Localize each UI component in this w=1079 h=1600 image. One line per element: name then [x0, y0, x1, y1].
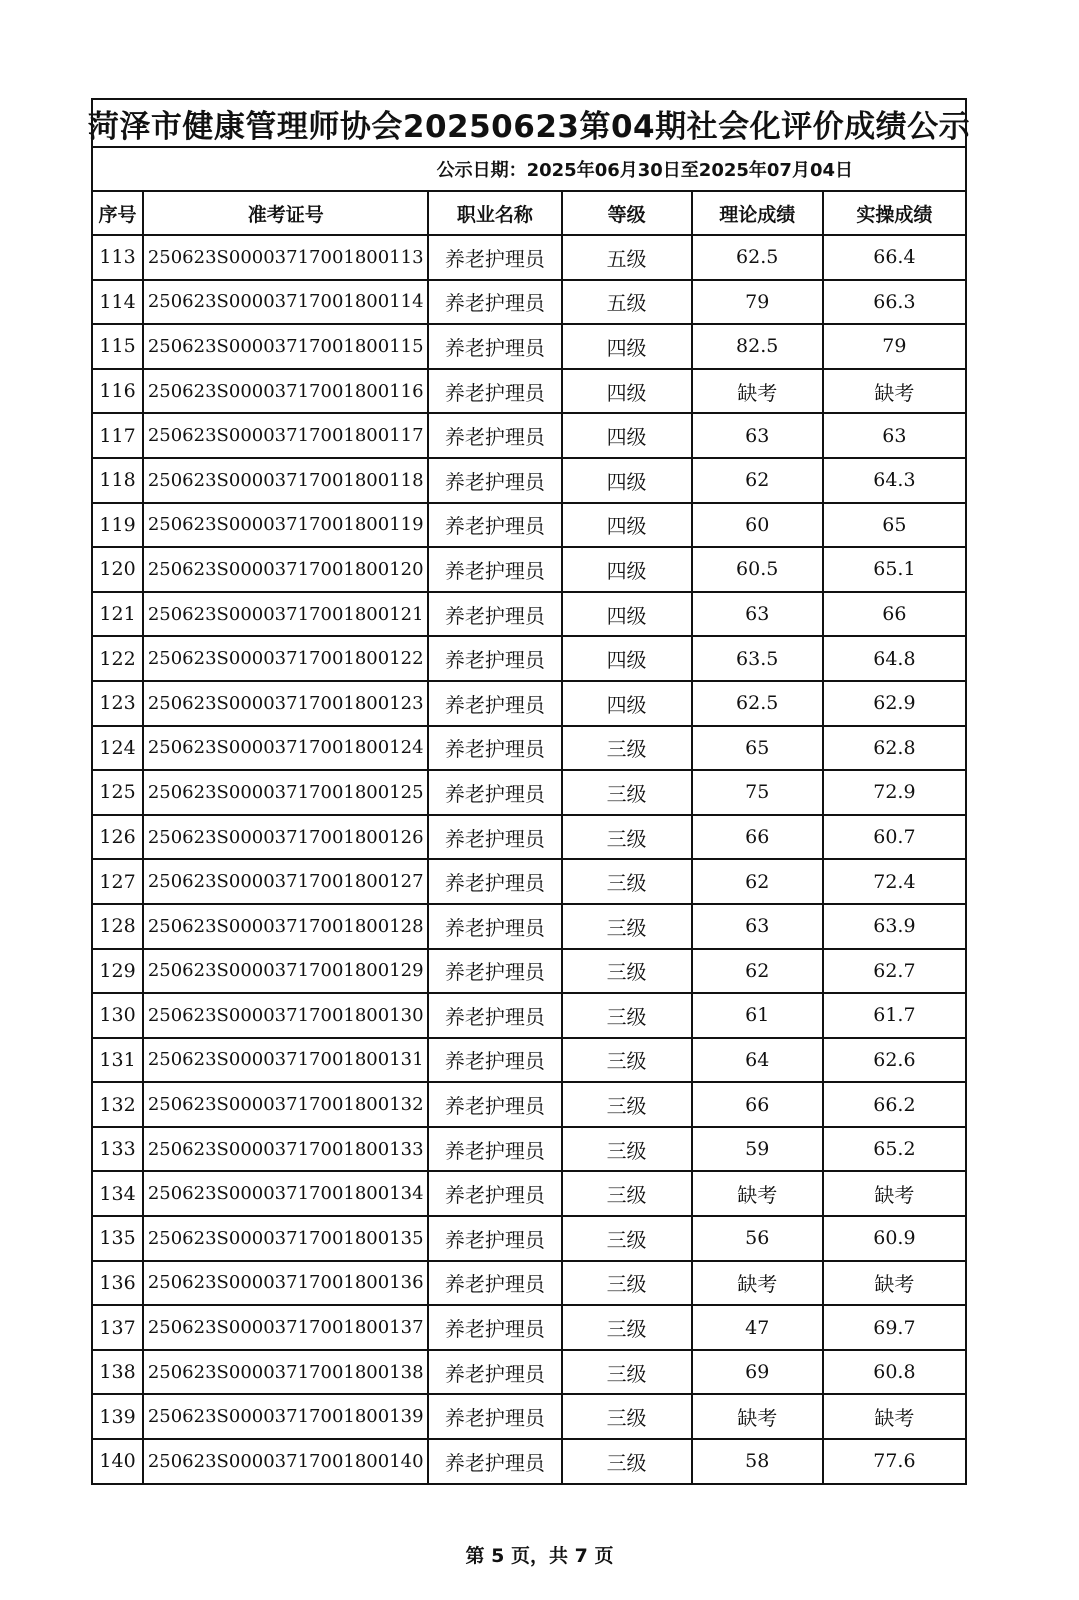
- table-row: [93, 369, 965, 414]
- theory-score: 62: [692, 859, 823, 904]
- table-row: [93, 1261, 965, 1306]
- row-index: 139: [93, 1394, 143, 1439]
- level: 三级: [562, 1127, 692, 1172]
- practical-score: 62.8: [823, 726, 965, 771]
- occupation: 养老护理员: [428, 1171, 561, 1216]
- table-row: [93, 904, 965, 949]
- theory-score: 56: [692, 1216, 823, 1261]
- theory-score: 61: [692, 993, 823, 1038]
- row-index: 116: [93, 369, 143, 414]
- header-level: 等级: [562, 192, 692, 235]
- row-index: 113: [93, 235, 143, 280]
- row-index: 134: [93, 1171, 143, 1216]
- occupation: 养老护理员: [428, 413, 561, 458]
- level: 三级: [562, 1305, 692, 1350]
- level: 三级: [562, 815, 692, 860]
- exam-id: 250623S00003717001800116: [143, 369, 428, 414]
- theory-score: 缺考: [692, 1171, 823, 1216]
- theory-score: 60: [692, 503, 823, 548]
- table-row: [93, 413, 965, 458]
- exam-id: 250623S00003717001800134: [143, 1171, 428, 1216]
- practical-score: 缺考: [823, 1394, 965, 1439]
- table-row: [93, 458, 965, 503]
- table-row: [93, 1439, 965, 1483]
- occupation: 养老护理员: [428, 1127, 561, 1172]
- occupation: 养老护理员: [428, 681, 561, 726]
- exam-id: 250623S00003717001800115: [143, 324, 428, 369]
- table-row: [93, 235, 965, 280]
- table-row: [93, 636, 965, 681]
- practical-score: 69.7: [823, 1305, 965, 1350]
- exam-id: 250623S00003717001800136: [143, 1261, 428, 1306]
- table-row: [93, 1305, 965, 1350]
- exam-id: 250623S00003717001800122: [143, 636, 428, 681]
- occupation: 养老护理员: [428, 859, 561, 904]
- row-index: 138: [93, 1350, 143, 1395]
- level: 三级: [562, 949, 692, 994]
- level: 三级: [562, 1439, 692, 1483]
- occupation: 养老护理员: [428, 1216, 561, 1261]
- theory-score: 66: [692, 1082, 823, 1127]
- exam-id: 250623S00003717001800140: [143, 1439, 428, 1483]
- occupation: 养老护理员: [428, 235, 561, 280]
- row-index: 125: [93, 770, 143, 815]
- exam-id: 250623S00003717001800121: [143, 592, 428, 637]
- table-row: [93, 592, 965, 637]
- theory-score: 75: [692, 770, 823, 815]
- exam-id: 250623S00003717001800125: [143, 770, 428, 815]
- occupation: 养老护理员: [428, 1439, 561, 1483]
- occupation: 养老护理员: [428, 458, 561, 503]
- level: 三级: [562, 859, 692, 904]
- exam-id: 250623S00003717001800135: [143, 1216, 428, 1261]
- practical-score: 62.9: [823, 681, 965, 726]
- level: 四级: [562, 681, 692, 726]
- level: 三级: [562, 1394, 692, 1439]
- practical-score: 60.8: [823, 1350, 965, 1395]
- occupation: 养老护理员: [428, 904, 561, 949]
- exam-id: 250623S00003717001800113: [143, 235, 428, 280]
- level: 四级: [562, 413, 692, 458]
- theory-score: 65: [692, 726, 823, 771]
- exam-id: 250623S00003717001800138: [143, 1350, 428, 1395]
- table-row: [93, 1394, 965, 1439]
- level: 四级: [562, 369, 692, 414]
- row-index: 128: [93, 904, 143, 949]
- practical-score: 64.8: [823, 636, 965, 681]
- level: 四级: [562, 503, 692, 548]
- table-row: [93, 1127, 965, 1172]
- exam-id: 250623S00003717001800119: [143, 503, 428, 548]
- row-index: 126: [93, 815, 143, 860]
- table-row: [93, 770, 965, 815]
- practical-score: 79: [823, 324, 965, 369]
- level: 五级: [562, 235, 692, 280]
- occupation: 养老护理员: [428, 636, 561, 681]
- header-exam-id: 准考证号: [143, 192, 428, 235]
- theory-score: 69: [692, 1350, 823, 1395]
- document-title: 菏泽市健康管理师协会20250623第04期社会化评价成绩公示: [93, 100, 965, 148]
- practical-score: 66.4: [823, 235, 965, 280]
- row-index: 137: [93, 1305, 143, 1350]
- exam-id: 250623S00003717001800117: [143, 413, 428, 458]
- level: 四级: [562, 636, 692, 681]
- row-index: 119: [93, 503, 143, 548]
- theory-score: 64: [692, 1038, 823, 1083]
- row-index: 130: [93, 993, 143, 1038]
- theory-score: 63: [692, 592, 823, 637]
- level: 三级: [562, 770, 692, 815]
- row-index: 132: [93, 1082, 143, 1127]
- practical-score: 66: [823, 592, 965, 637]
- level: 四级: [562, 592, 692, 637]
- row-index: 120: [93, 547, 143, 592]
- level: 三级: [562, 1261, 692, 1306]
- theory-score: 63: [692, 413, 823, 458]
- table-row: [93, 726, 965, 771]
- level: 三级: [562, 993, 692, 1038]
- level: 三级: [562, 1350, 692, 1395]
- practical-score: 61.7: [823, 993, 965, 1038]
- score-table-body: [93, 235, 965, 1483]
- occupation: 养老护理员: [428, 324, 561, 369]
- row-index: 124: [93, 726, 143, 771]
- table-row: [93, 681, 965, 726]
- row-index: 136: [93, 1261, 143, 1306]
- exam-id: 250623S00003717001800118: [143, 458, 428, 503]
- row-index: 117: [93, 413, 143, 458]
- practical-score: 72.4: [823, 859, 965, 904]
- occupation: 养老护理员: [428, 1350, 561, 1395]
- theory-score: 58: [692, 1439, 823, 1483]
- level: 五级: [562, 280, 692, 325]
- row-index: 122: [93, 636, 143, 681]
- theory-score: 63: [692, 904, 823, 949]
- practical-score: 缺考: [823, 1261, 965, 1306]
- theory-score: 62: [692, 458, 823, 503]
- theory-score: 60.5: [692, 547, 823, 592]
- theory-score: 缺考: [692, 1261, 823, 1306]
- level: 四级: [562, 547, 692, 592]
- occupation: 养老护理员: [428, 1038, 561, 1083]
- exam-id: 250623S00003717001800139: [143, 1394, 428, 1439]
- header-theory-score: 理论成绩: [692, 192, 823, 235]
- table-row: [93, 859, 965, 904]
- header-practical-score: 实操成绩: [823, 192, 965, 235]
- practical-score: 缺考: [823, 1171, 965, 1216]
- practical-score: 64.3: [823, 458, 965, 503]
- level: 三级: [562, 1216, 692, 1261]
- practical-score: 66.2: [823, 1082, 965, 1127]
- level: 四级: [562, 458, 692, 503]
- practical-score: 60.9: [823, 1216, 965, 1261]
- practical-score: 60.7: [823, 815, 965, 860]
- occupation: 养老护理员: [428, 592, 561, 637]
- row-index: 127: [93, 859, 143, 904]
- exam-id: 250623S00003717001800120: [143, 547, 428, 592]
- exam-id: 250623S00003717001800129: [143, 949, 428, 994]
- table-row: [93, 993, 965, 1038]
- occupation: 养老护理员: [428, 815, 561, 860]
- header-occupation: 职业名称: [428, 192, 561, 235]
- table-row: [93, 1350, 965, 1395]
- row-index: 129: [93, 949, 143, 994]
- exam-id: 250623S00003717001800124: [143, 726, 428, 771]
- score-table-header: [93, 192, 965, 235]
- level: 三级: [562, 904, 692, 949]
- exam-id: 250623S00003717001800131: [143, 1038, 428, 1083]
- header-row: [93, 192, 965, 235]
- score-announcement-sheet: [87, 98, 971, 1485]
- practical-score: 66.3: [823, 280, 965, 325]
- table-row: [93, 1082, 965, 1127]
- level: 三级: [562, 1038, 692, 1083]
- occupation: 养老护理员: [428, 1261, 561, 1306]
- row-index: 118: [93, 458, 143, 503]
- table-row: [93, 503, 965, 548]
- occupation: 养老护理员: [428, 949, 561, 994]
- theory-score: 79: [692, 280, 823, 325]
- table-row: [93, 547, 965, 592]
- theory-score: 缺考: [692, 369, 823, 414]
- theory-score: 62: [692, 949, 823, 994]
- row-index: 140: [93, 1439, 143, 1483]
- exam-id: 250623S00003717001800126: [143, 815, 428, 860]
- occupation: 养老护理员: [428, 726, 561, 771]
- table-row: [93, 324, 965, 369]
- occupation: 养老护理员: [428, 280, 561, 325]
- row-index: 123: [93, 681, 143, 726]
- occupation: 养老护理员: [428, 770, 561, 815]
- occupation: 养老护理员: [428, 369, 561, 414]
- exam-id: 250623S00003717001800132: [143, 1082, 428, 1127]
- exam-id: 250623S00003717001800123: [143, 681, 428, 726]
- practical-score: 72.9: [823, 770, 965, 815]
- table-row: [93, 1171, 965, 1216]
- exam-id: 250623S00003717001800127: [143, 859, 428, 904]
- exam-id: 250623S00003717001800137: [143, 1305, 428, 1350]
- occupation: 养老护理员: [428, 1305, 561, 1350]
- row-index: 114: [93, 280, 143, 325]
- practical-score: 65.1: [823, 547, 965, 592]
- practical-score: 77.6: [873, 1450, 916, 1473]
- practical-score: 65: [823, 503, 965, 548]
- practical-score: 62.7: [823, 949, 965, 994]
- theory-score: 63.5: [692, 636, 823, 681]
- theory-score: 59: [692, 1127, 823, 1172]
- row-index: 115: [93, 324, 143, 369]
- occupation: 养老护理员: [428, 993, 561, 1038]
- exam-id: 250623S00003717001800114: [143, 280, 428, 325]
- table-row: [93, 1216, 965, 1261]
- theory-score: 62.5: [692, 681, 823, 726]
- theory-score: 82.5: [692, 324, 823, 369]
- header-index: 序号: [93, 192, 143, 235]
- row-index: 131: [93, 1038, 143, 1083]
- theory-score: 66: [692, 815, 823, 860]
- level: 三级: [562, 1171, 692, 1216]
- exam-id: 250623S00003717001800133: [143, 1127, 428, 1172]
- level: 四级: [562, 324, 692, 369]
- table-row: [93, 949, 965, 994]
- row-index: 133: [93, 1127, 143, 1172]
- occupation: 养老护理员: [428, 1394, 561, 1439]
- row-index: 121: [93, 592, 143, 637]
- occupation: 养老护理员: [428, 503, 561, 548]
- exam-id: 250623S00003717001800128: [143, 904, 428, 949]
- theory-score: 62.5: [692, 235, 823, 280]
- theory-score: 47: [692, 1305, 823, 1350]
- practical-score: 65.2: [823, 1127, 965, 1172]
- practical-score: 63: [823, 413, 965, 458]
- practical-score: 63.9: [823, 904, 965, 949]
- exam-id: 250623S00003717001800130: [143, 993, 428, 1038]
- page-footer: 第 5 页，共 7 页: [465, 1545, 614, 1567]
- practical-score: 缺考: [823, 369, 965, 414]
- publish-date: 公示日期：2025年06月30日至2025年07月04日: [93, 148, 965, 192]
- level: 三级: [562, 726, 692, 771]
- occupation: 养老护理员: [428, 1082, 561, 1127]
- occupation: 养老护理员: [428, 547, 561, 592]
- theory-score: 缺考: [692, 1394, 823, 1439]
- table-row: [93, 815, 965, 860]
- row-index: 135: [93, 1216, 143, 1261]
- score-table: [93, 192, 965, 1483]
- table-row: [93, 1038, 965, 1083]
- table-row: [93, 280, 965, 325]
- practical-score: 62.6: [823, 1038, 965, 1083]
- level: 三级: [562, 1082, 692, 1127]
